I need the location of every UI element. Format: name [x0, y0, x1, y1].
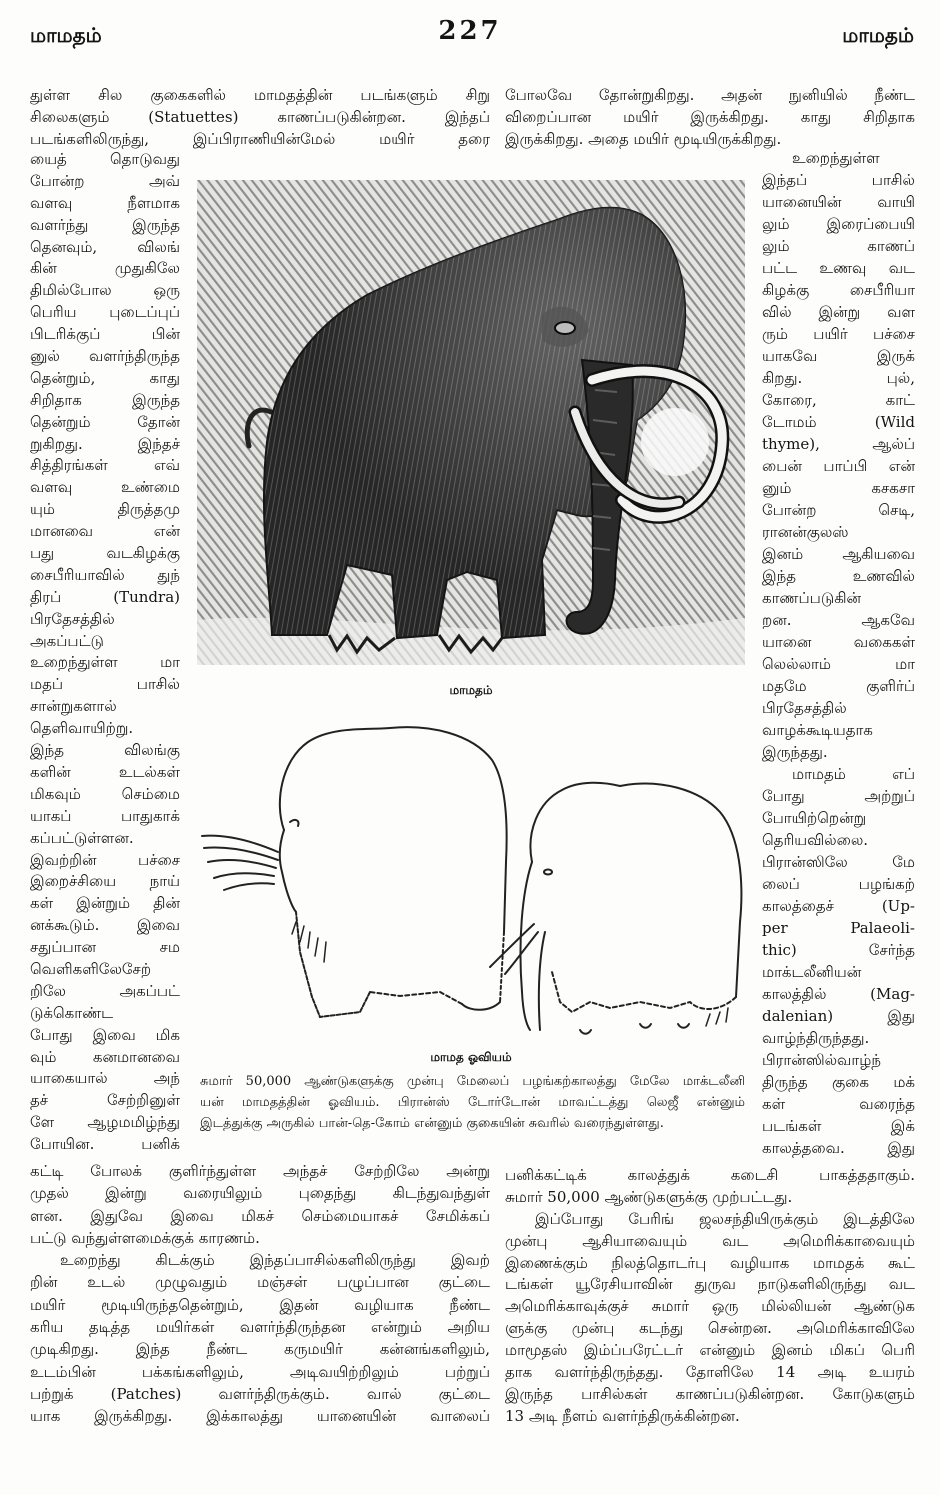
- text-line: இருந்தது.: [762, 743, 828, 761]
- text-line: லும் இரைப்பையி: [762, 215, 915, 233]
- text-line: திரப் (Tundra): [30, 587, 180, 606]
- text-line: கட்டி போலக் குளிர்ந்துள்ள அந்தச் சேற்றிலே அன்று: [30, 1162, 490, 1180]
- text-line: லும் காணப்: [762, 237, 915, 255]
- text-line: மயிர் மூடியிருந்ததென்றும், இதன் வழியாக நீண்ட: [30, 1295, 490, 1314]
- text-line: கிழக்கு சைபீரியா: [762, 281, 915, 299]
- text-line: வளவு உண்மை: [30, 478, 180, 497]
- text-line: பிரான்ஸில்வாழ்ந்: [762, 1051, 881, 1069]
- text-line: திருந்த குகை மக்: [762, 1073, 915, 1091]
- text-line: போது அற்றுப்: [762, 787, 915, 805]
- text-line: பைன் பாப்பி என்: [762, 457, 915, 475]
- text-line: காலத்தவை. இது: [762, 1139, 915, 1157]
- text-line: னக்கூடும். இவை: [30, 916, 180, 935]
- text-line: உறைந்து கிடக்கும் இந்தப்பாசில்களிலிருந்து இவற்: [60, 1251, 490, 1270]
- text-line: பிரதேசத்தில்: [762, 699, 847, 717]
- text-line: thic) சேர்ந்த: [762, 941, 915, 959]
- text-line: திமில்போல ஒரு: [30, 281, 180, 300]
- text-line: யானை வகைகள்: [762, 633, 915, 651]
- mammoth-outline-left: [202, 727, 507, 1017]
- running-head-right: மாமதம்: [842, 23, 914, 47]
- text-line: படங்களிலிருந்து, இப்பிராணியின்மேல் மயிர் தரை: [30, 130, 490, 148]
- text-line: dalenian) இது: [762, 1007, 915, 1025]
- text-line: துள்ள சில குகைகளில் மாமதத்தின் படங்களும் சிறு: [30, 86, 490, 104]
- text-line: இணைக்கும் நிலத்தொடர்பு வழியாக மாமதக் கூட்: [505, 1253, 915, 1272]
- text-line: னுல் வளர்ந்திருந்த: [30, 347, 180, 366]
- text-line: thyme), ஆல்ப்: [762, 435, 915, 453]
- text-line: சித்திரங்கள் எவ்: [30, 456, 180, 475]
- text-line: பட்ட உணவு வட: [762, 259, 915, 277]
- text-line: பனிக்கட்டிக் காலத்துக் கடைசி பாகத்ததாகும்.: [505, 1166, 915, 1184]
- text-line: கரிய தடித்த மயிர்கள் வளர்ந்திருந்தன என்றும் அறிய: [30, 1318, 490, 1337]
- text-line: போன்ற அவ்: [30, 171, 180, 190]
- text-line: றின் உடல் முழுவதும் மஞ்சள் பழுப்பான குட்டை: [30, 1273, 490, 1292]
- text-line: மானவை என்: [30, 522, 180, 541]
- text-line: இந்தப் பாசில்: [762, 171, 915, 189]
- text-line: கப்பட்டுள்ளன.: [30, 828, 134, 847]
- text-line: கின் முதுகிலே: [30, 259, 180, 278]
- text-line: களின் உடல்கள்: [30, 762, 180, 781]
- text-line: ளன. இதுவே இவை மிகச் செம்மையாகச் சேமிக்கப்: [30, 1206, 490, 1225]
- text-line: கள் இன்றும் தின்: [30, 894, 180, 913]
- page-number: 227: [438, 16, 502, 46]
- text-line: அகப்பட்டு: [30, 631, 104, 650]
- text-line: யாகப் பாதுகாக்: [30, 806, 180, 825]
- text-line: இனம் ஆகியவை: [762, 545, 915, 563]
- text-line: யாகையால் அந்: [30, 1069, 180, 1088]
- text-line: விறைப்பான மயிர் இருக்கிறது. காது சிறிதாக: [505, 108, 915, 126]
- text-line: றுகிறது. இந்தச்: [30, 434, 180, 453]
- text-line: யன் மாமதத்தின் ஓவியம். பிரான்ஸ் டோர்டோன் மாவட்டத்து லெஜீ என்னும்: [200, 1095, 745, 1110]
- text-line: மதப் பாசில்: [30, 675, 180, 694]
- text-line: இறைச்சியை நாய்: [30, 872, 180, 891]
- text-line: அமெரிக்காவுக்குச் சுமார் ஒரு மில்லியன் ஆண்டுக: [505, 1297, 915, 1316]
- text-line: போன்ற செடி,: [762, 501, 915, 519]
- text-line: லைப் பழங்கற்: [762, 875, 915, 893]
- text-line: யானையின் வாயி: [762, 193, 915, 211]
- top-right-text-block: [505, 84, 915, 150]
- text-line: சிலைகளும் (Statuettes) காணப்படுகின்றன. இந்தப்: [30, 108, 490, 126]
- text-line: போயிற்றென்று: [762, 809, 867, 827]
- text-line: இடத்துக்கு அருகில் பான்-தெ-கோம் என்னும் குகையின் சுவரில் வரைந்துள்ளது.: [200, 1116, 664, 1131]
- text-line: மிகவும் செம்மை: [30, 784, 180, 803]
- text-line: ரானன்குலஸ்: [762, 523, 849, 541]
- text-line: மாமூதஸ் இம்ப்பரேட்டர் என்னும் இனம் மிகப் பெரி: [505, 1341, 915, 1360]
- text-line: கிறது. புல்,: [762, 369, 915, 387]
- text-line: யாகவே இருக்: [762, 347, 915, 365]
- text-line: முன்பு ஆசியாவையும் வட அமெரிக்காவையும்: [505, 1231, 915, 1250]
- text-line: வாழ்ந்திருந்தது.: [762, 1029, 870, 1047]
- text-line: காலத்தில் (Mag-: [762, 985, 915, 1003]
- text-line: இந்த உணவில்: [762, 567, 915, 585]
- figure-caption: மாமதம்: [449, 683, 493, 697]
- mammoth-photo: [197, 180, 745, 665]
- mammoth-outline-right: [490, 783, 741, 1034]
- text-line: 13 அடி நீளம் வளர்ந்திருக்கின்றன.: [505, 1406, 740, 1425]
- text-line: னும் கசகசா: [762, 479, 915, 497]
- text-line: சுமார் 50,000 ஆண்டுகளுக்கு முற்பட்டது.: [505, 1187, 793, 1206]
- bottom-left-column: [30, 1160, 490, 1428]
- text-line: இப்போது பேரிங் ஜலசந்தியிருக்கும் இடத்திலே: [535, 1209, 915, 1228]
- text-line: போது இவை மிக: [30, 1025, 180, 1044]
- left-narrow-column: [30, 149, 180, 1156]
- text-line: தென்றும், காது: [30, 368, 180, 387]
- text-line: மதமே குளிர்ப்: [762, 677, 915, 695]
- text-line: இந்த விலங்கு: [30, 741, 180, 760]
- text-line: கள் வரைந்த: [762, 1095, 915, 1113]
- text-line: வெளிகளிலேசேற்: [30, 959, 152, 978]
- text-line: ளே ஆழமமிழ்ந்து: [30, 1113, 180, 1132]
- text-line: சதுப்பான சம: [30, 938, 180, 957]
- text-line: உடம்பின் பக்கங்களிலும், அடிவயிற்றிலும் பற்றுப்: [30, 1362, 490, 1381]
- text-line: யைத் தொடுவது: [30, 150, 180, 168]
- mammoth-cave-drawing: [200, 712, 745, 1047]
- text-line: முடிகிறது. இந்த நீண்ட கருமயிர் கன்னங்களிலும்,: [30, 1340, 490, 1359]
- figure-description: [200, 1071, 745, 1134]
- text-line: காணப்படுகின்: [762, 589, 862, 607]
- text-line: பிடரிக்குப் பின்: [30, 325, 180, 344]
- top-left-text-block: [30, 84, 490, 150]
- text-line: வும் கனமானவை: [30, 1047, 180, 1066]
- text-line: டுக்கொண்ட: [30, 1003, 114, 1022]
- text-line: உறைந்துள்ள: [792, 149, 880, 167]
- bottom-right-column: [505, 1165, 915, 1428]
- text-line: போலவே தோன்றுகிறது. அதன் நுனியில் நீண்ட: [505, 86, 915, 104]
- text-line: காலத்தைச் (Up-: [762, 897, 915, 915]
- text-line: வாழக்கூடியதாக: [762, 721, 873, 739]
- text-line: சைபீரியாவில் துந்: [30, 565, 180, 584]
- text-line: போயின. பனிக்: [30, 1135, 180, 1154]
- text-line: இருந்த பாசில்கள் காணப்படுகின்றன. கோடுகளும்: [505, 1384, 915, 1403]
- text-line: வளர்ந்து இருந்த: [30, 215, 180, 234]
- text-line: சிறிதாக இருந்த: [30, 390, 180, 409]
- text-line: ரும் பயிர் பச்சை: [762, 325, 915, 343]
- text-line: றன. ஆகவே: [762, 611, 915, 629]
- text-line: யாக இருக்கிறது. இக்காலத்து யானையின் வாலைப்: [30, 1407, 490, 1426]
- figure-caption: மாமத ஓவியம்: [430, 1050, 512, 1064]
- text-line: தெரியவில்லை.: [762, 831, 869, 849]
- text-line: பட்டு வந்துள்ளமைக்குக் காரணம்.: [30, 1228, 260, 1247]
- text-line: per Palaeoli-: [762, 919, 915, 937]
- text-line: தெனவும், விலங்: [30, 237, 180, 256]
- text-line: யும் திருத்தமு: [30, 500, 180, 519]
- text-line: இவற்றின் பச்சை: [30, 850, 180, 869]
- text-line: டங்கள் யூரேசியாவின் துருவ நாடுகளிலிருந்து வட: [505, 1275, 915, 1294]
- text-line: தெளிவாயிற்று.: [30, 719, 134, 738]
- text-line: பற்றுக் (Patches) வளர்ந்திருக்கும். வால் குட்டை: [30, 1384, 490, 1403]
- text-line: சுமார் 50,000 ஆண்டுகளுக்கு முன்பு மேலைப் பழங்கற்காலத்து மேலே மாக்டலீனி: [200, 1074, 745, 1089]
- text-line: மாக்டலீனியன்: [762, 963, 862, 981]
- right-narrow-column: [762, 147, 915, 1159]
- text-line: பிரதேசத்தில்: [30, 609, 115, 628]
- text-line: றிலே அகப்பட்: [30, 981, 180, 1000]
- text-line: கோரை, காட்: [762, 391, 915, 409]
- text-line: பெரிய புடைப்புப்: [30, 303, 180, 322]
- text-line: சான்றுகளால்: [30, 697, 117, 716]
- text-line: பிரான்ஸிலே மே: [762, 853, 915, 871]
- text-line: வளவு நீளமாக: [30, 193, 180, 212]
- text-line: ளுக்கு முன்பு கடந்து சென்றன. அமெரிக்காவிலே: [505, 1319, 915, 1338]
- running-head-left: மாமதம்: [30, 23, 102, 47]
- text-line: இருக்கிறது. அதை மயிர் மூடியிருக்கிறது.: [505, 130, 782, 148]
- mammoth-eye: [555, 322, 575, 334]
- text-line: உறைந்துள்ள மா: [30, 653, 180, 672]
- text-line: முதல் இன்று வரையிலும் புதைந்து கிடந்துவந்துள்: [30, 1184, 490, 1203]
- text-line: தென்றும் தோன்: [30, 412, 180, 431]
- text-line: மாமதம் எப்: [792, 765, 915, 783]
- text-line: லெல்லாம் மா: [762, 655, 915, 673]
- text-line: தச் சேற்றினுள்: [30, 1091, 180, 1110]
- text-line: டோமம் (Wild: [762, 413, 915, 431]
- text-line: பது வடகிழக்கு: [30, 544, 180, 563]
- text-line: வில் இன்று வள: [762, 303, 915, 321]
- text-line: தாக வளர்ந்திருந்தது. தோளிலே 14 அடி உயரம்: [505, 1363, 915, 1382]
- text-line: படங்கள் இக்: [762, 1117, 915, 1135]
